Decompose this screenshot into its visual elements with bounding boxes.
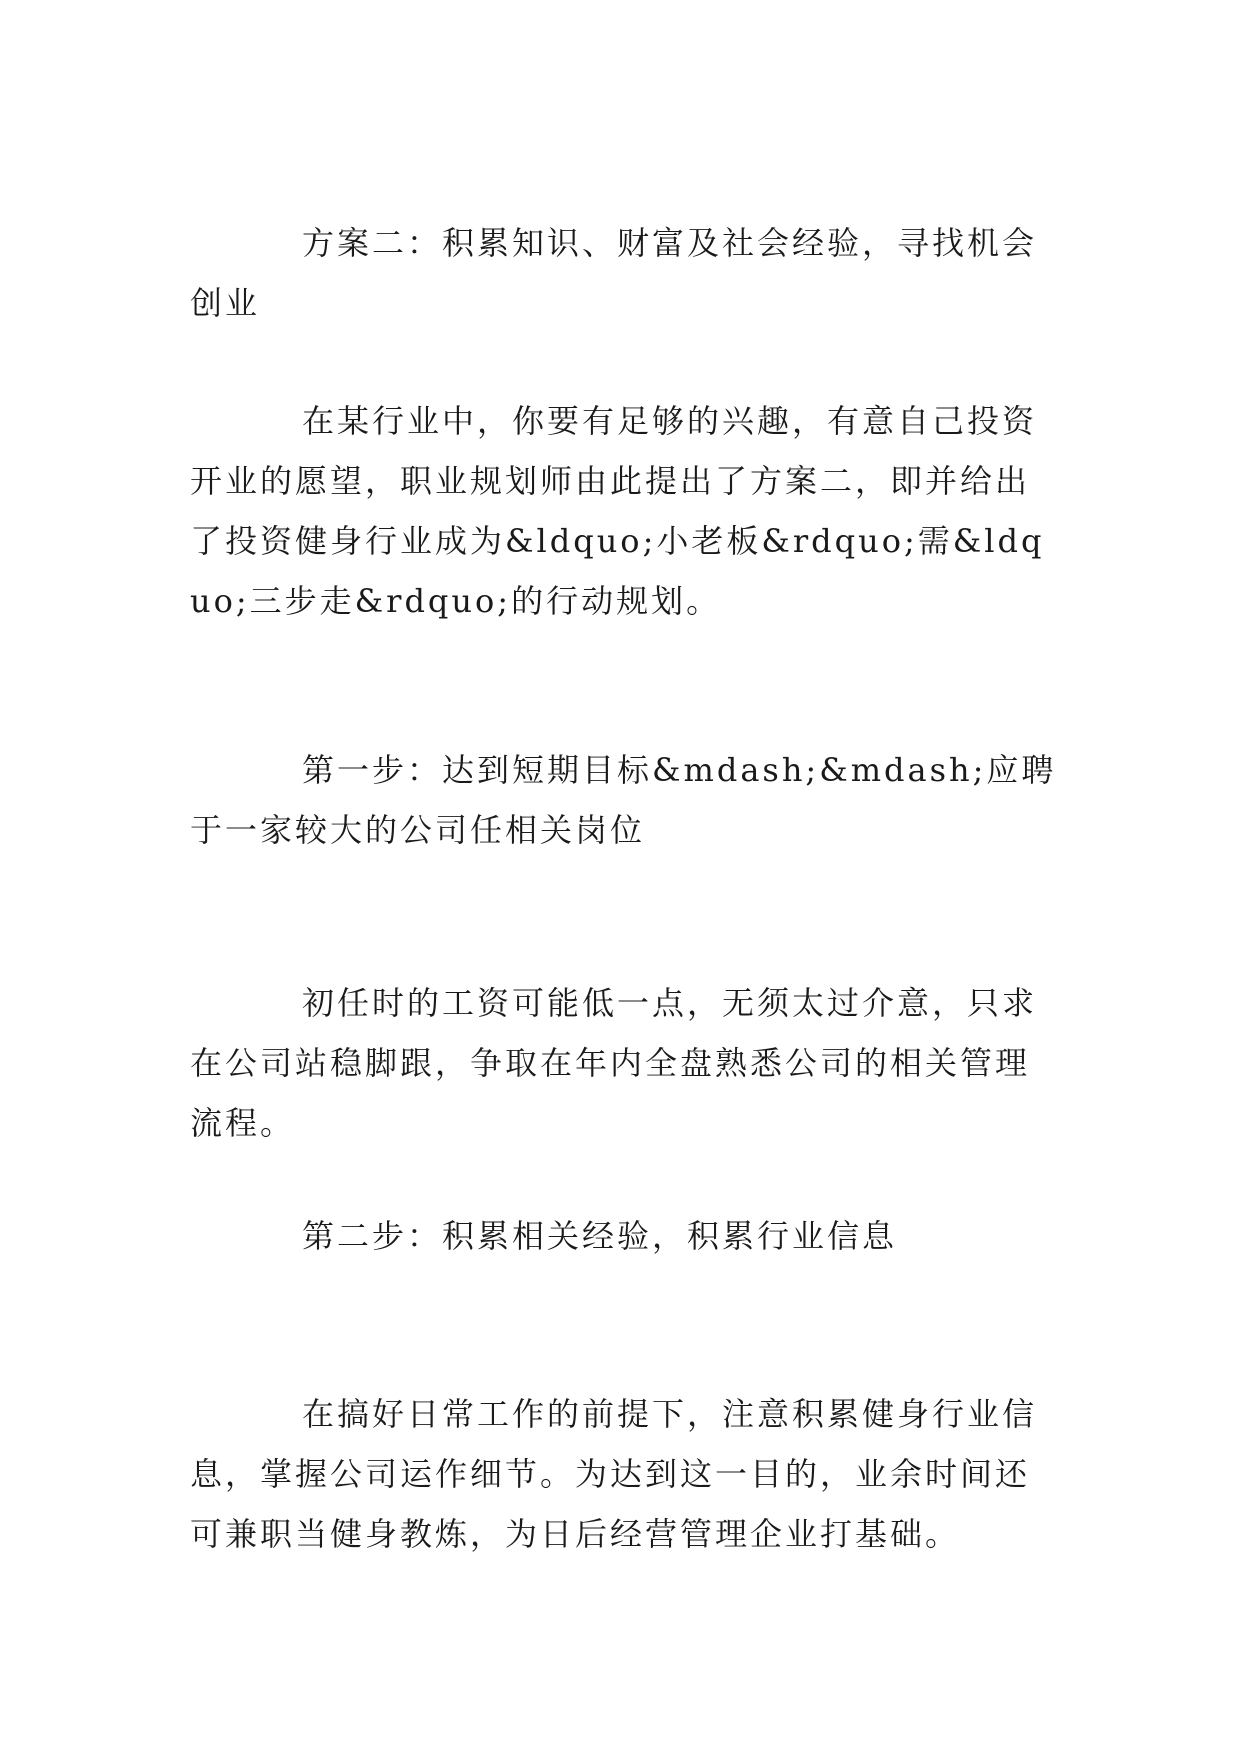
paragraph-step-one-heading: 第一步：达到短期目标&mdash;&mdash;应聘于一家较大的公司任相关岗位 xyxy=(190,751,1057,849)
paragraph-step-two-heading: 第二步：积累相关经验，积累行业信息 xyxy=(302,1217,898,1255)
paragraph-plan-two-intro: 在某行业中，你要有足够的兴趣，有意自己投资开业的愿望，职业规划师由此提出了方案二，即并给出了投资健身行业成为&ldquo;小老板&rdquo;需&ldquo;三步走&rdquo;的行动规划。 xyxy=(190,402,1045,620)
paragraph-step-one-body: 初任时的工资可能低一点，无须太过介意，只求在公司站稳脚跟，争取在年内全盘熟悉公司的相关管理流程。 xyxy=(190,984,1038,1142)
paragraph-plan-two-heading: 方案二：积累知识、财富及社会经验，寻找机会创业 xyxy=(190,224,1038,322)
paragraph-step-two-body: 在搞好日常工作的前提下，注意积累健身行业信息，掌握公司运作细节。为达到这一目的，业余时间还可兼职当健身教炼，为日后经营管理企业打基础。 xyxy=(190,1395,1038,1553)
